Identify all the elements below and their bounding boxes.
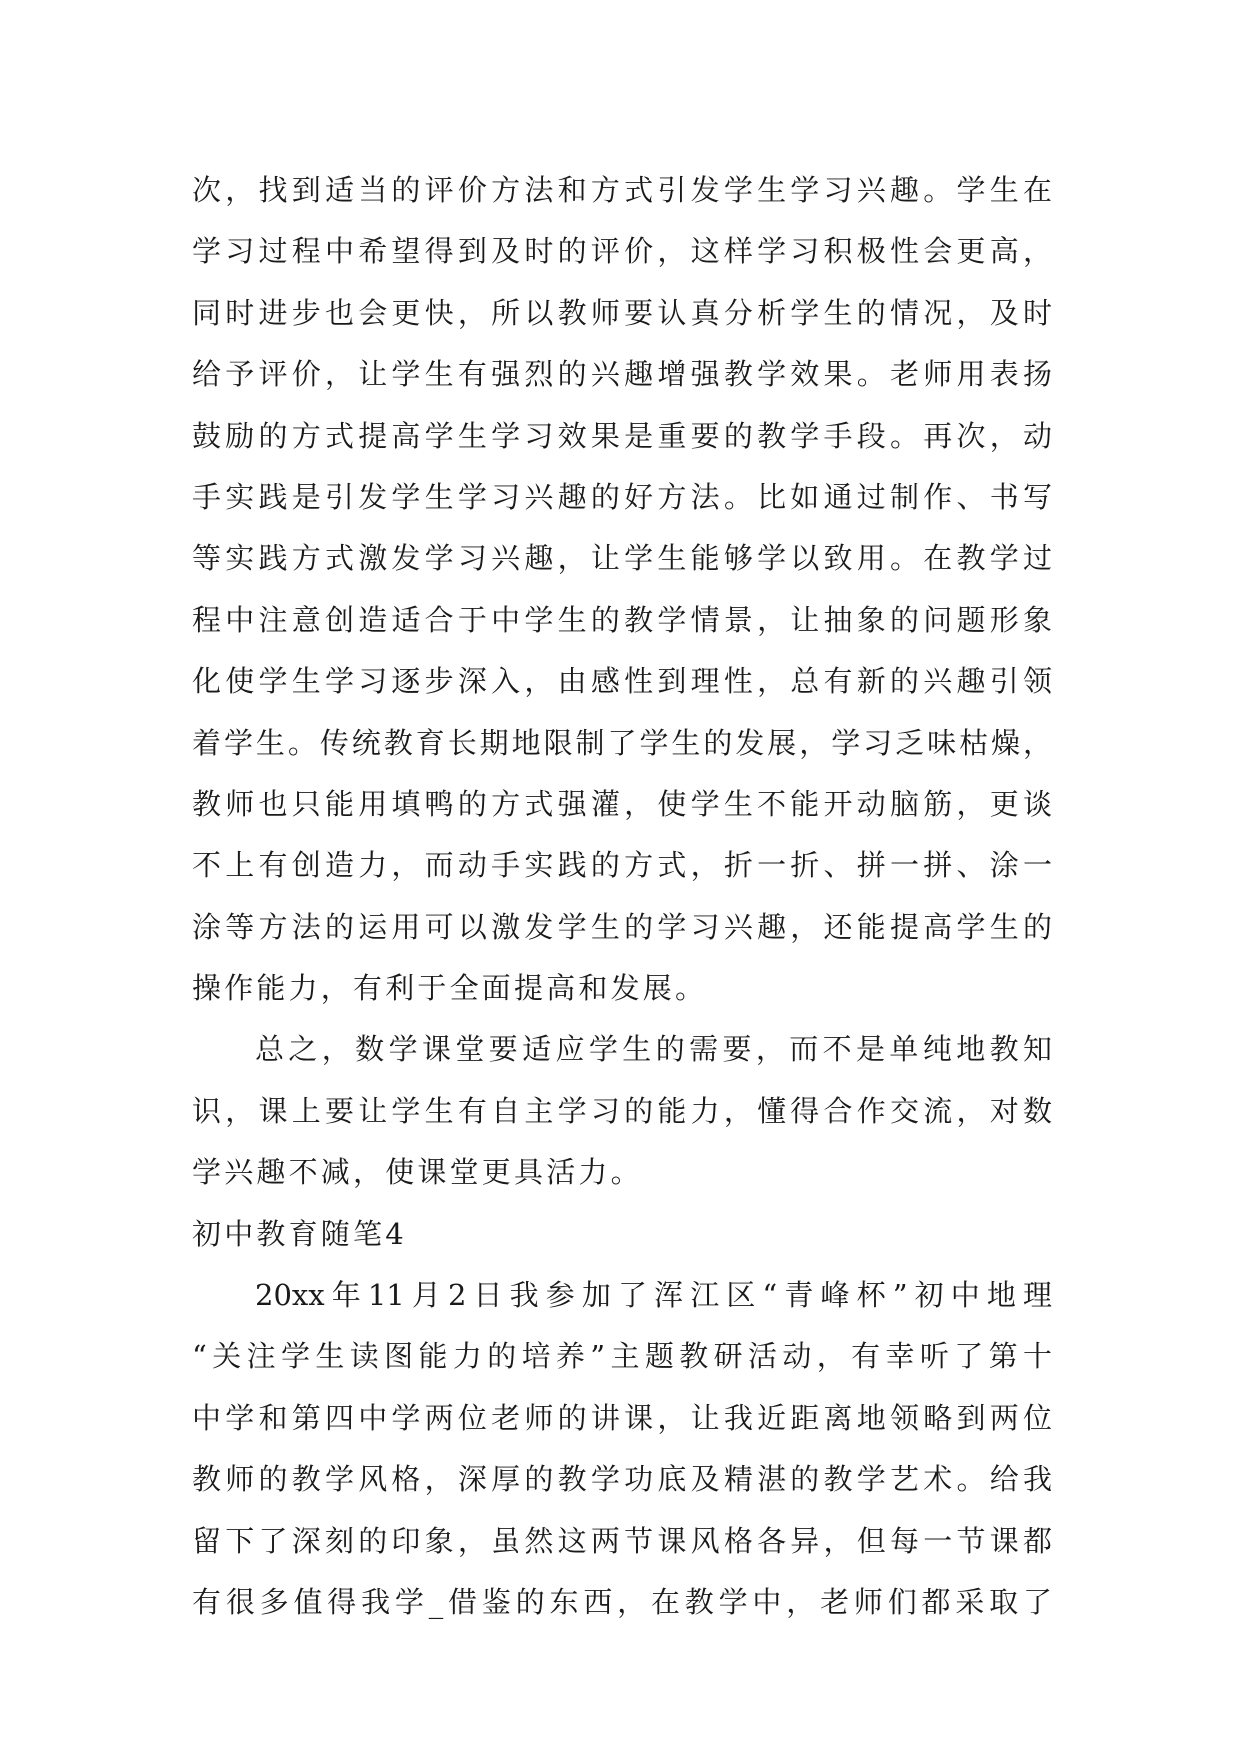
- text-line: 着学生。传统教育长期地限制了学生的发展，学习乏味枯燥，: [192, 725, 1052, 760]
- text-line: 涂等方法的运用可以激发学生的学习兴趣，还能提高学生的: [192, 909, 1052, 944]
- paragraph-continued: [192, 160, 1052, 1019]
- section-heading: 初中教育随笔4: [192, 1216, 407, 1251]
- text-line: 总之，数学课堂要适应学生的需要，而不是单纯地教知: [255, 1032, 1052, 1067]
- text-line: 教师的教学风格，深厚的教学功底及精湛的教学艺术。给我: [192, 1462, 1052, 1497]
- text-line: 20xx年11月2日我参加了浑江区“青峰杯”初中地理: [255, 1278, 1052, 1313]
- text-line: 中学和第四中学两位老师的讲课，让我近距离地领略到两位: [192, 1400, 1052, 1435]
- text-line: 次，找到适当的评价方法和方式引发学生学习兴趣。学生在: [192, 173, 1052, 207]
- document-body: [192, 160, 1052, 1633]
- text-line: 同时进步也会更快，所以教师要认真分析学生的情况，及时: [192, 295, 1052, 330]
- paragraph-conclusion: [192, 1019, 1052, 1203]
- text-line: 识，课上要让学生有自主学习的能力，懂得合作交流，对数: [192, 1093, 1052, 1128]
- text-line: 有很多值得我学_借鉴的东西，在教学中，老师们都采取了: [192, 1584, 1052, 1619]
- text-line: 鼓励的方式提高学生学习效果是重要的教学手段。再次，动: [192, 418, 1052, 453]
- text-line: 等实践方式激发学习兴趣，让学生能够学以致用。在教学过: [192, 541, 1052, 576]
- text-line: 学兴趣不减，使课堂更具活力。: [192, 1155, 643, 1190]
- paragraph-essay-4: [192, 1265, 1052, 1633]
- text-line: “关注学生读图能力的培养”主题教研活动，有幸听了第十: [192, 1339, 1052, 1374]
- text-line: 程中注意创造适合于中学生的教学情景，让抽象的问题形象: [192, 602, 1052, 637]
- text-line: 学习过程中希望得到及时的评价，这样学习积极性会更高，: [192, 234, 1052, 269]
- text-line: 留下了深刻的印象，虽然这两节课风格各异，但每一节课都: [192, 1523, 1052, 1558]
- text-line: 教师也只能用填鸭的方式强灌，使学生不能开动脑筋，更谈: [192, 786, 1052, 821]
- text-line: 化使学生学习逐步深入，由感性到理性，总有新的兴趣引领: [192, 664, 1052, 699]
- text-line: 手实践是引发学生学习兴趣的好方法。比如通过制作、书写: [192, 479, 1052, 514]
- text-line: 给予评价，让学生有强烈的兴趣增强教学效果。老师用表扬: [192, 357, 1052, 392]
- text-line: 不上有创造力，而动手实践的方式，折一折、拼一拼、涂一: [192, 848, 1052, 883]
- text-line: 操作能力，有利于全面提高和发展。: [192, 971, 708, 1006]
